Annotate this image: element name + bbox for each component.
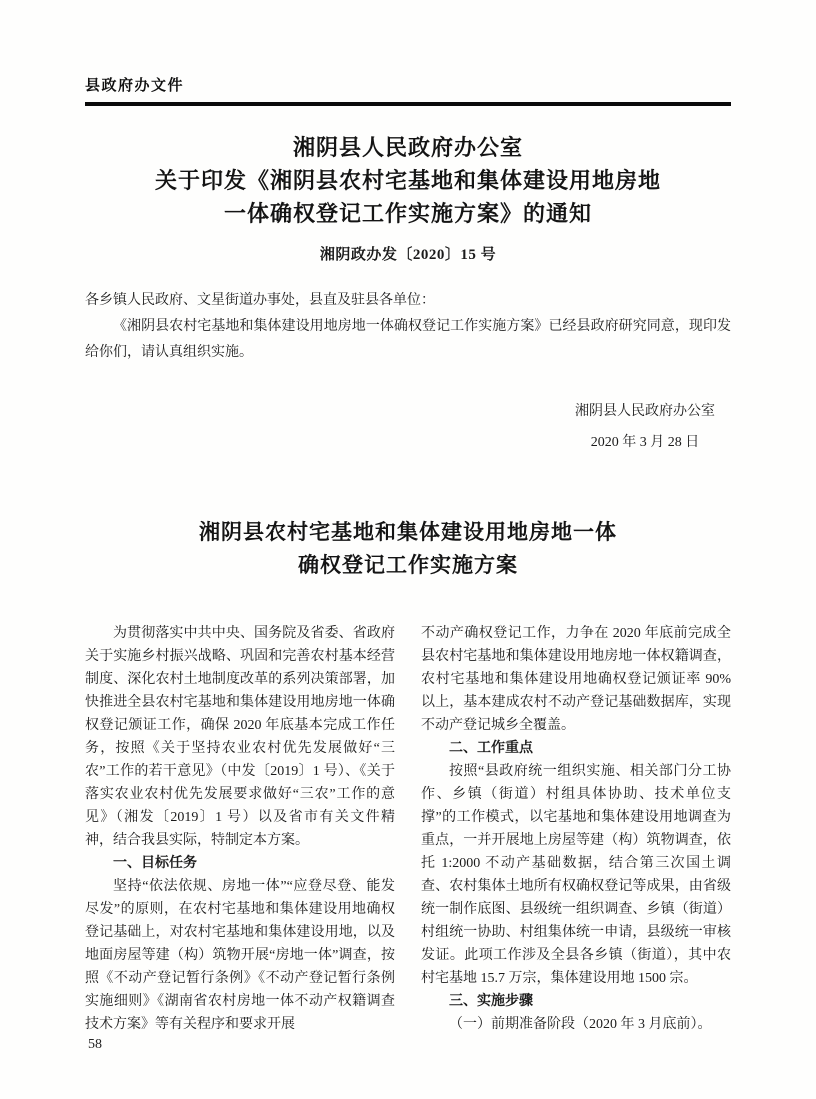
notice-title [85,131,731,230]
notice-body [85,288,731,366]
page-number: 58 [88,1037,102,1052]
paragraph-continuation: 不动产确权登记工作，力争在 2020 年底前完成全县农村宅基地和集体建设用地房地一体权籍调查，农村宅基地和集体建设用地确权登记颁证率 90% 以上，基本建成农村不动产登记基础数据库，实现不动产登记城乡全覆盖。 [421,626,731,733]
notice-salutation: 各乡镇人民政府、文星街道办事处，县直及驻县各单位： [85,293,435,308]
plan-right-column [421,622,731,1036]
signature-date: 2020 年 3 月 28 日 [590,435,700,450]
notice-title-line-2: 关于印发《湘阴县农村宅基地和集体建设用地房地 [154,168,661,193]
document-number: 湘阴政办发〔2020〕15 号 [319,247,497,263]
section-heading-1: 一、目标任务 [113,856,197,871]
plan-title-line-2: 确权登记工作实施方案 [298,553,518,577]
paragraph: 按照“县政府统一组织实施、相关部门分工协作、乡镇（街道）村组具体协助、技术单位支撑”的工作模式，以宅基地和集体建设用地调查为重点，一并开展地上房屋等建（构）筑物调查，依托 1:2000 不动产基础数据，结合第三次国土调查、农村集体土地所有权确权登记等成果，由省级统一制作底图、县级统一组织调查、乡镇（街道）村组统一协助、村组集体统一申请，县级统一审核发证。此项工作涉及全县各乡镇（街道），其中农村宅基地 15.7 万宗，集体建设用地 1500 宗。 [421,764,731,986]
plan-title-line-1: 湘阴县农村宅基地和集体建设用地房地一体 [199,520,617,544]
notice-title-line-3: 一体确权登记工作实施方案》的通知 [223,201,592,226]
plan-title [85,516,731,582]
paragraph: 为贯彻落实中共中央、国务院及省委、省政府关于实施乡村振兴战略、巩固和完善农村基本经营制度、深化农村土地制度改革的系列决策部署，加快推进全县农村宅基地和集体建设用地房地一体确权登记颁证工作，确保 2020 年底基本完成工作任务，按照《关于坚持农业农村优先发展做好“三农”工作的若干意见》（中发〔2019〕1 号）、《关于落实农业农村优先发展要求做好“三农”工作的意见》（湘发〔2019〕1 号）以及省市有关文件精神，结合我县实际，特制定本方案。 [85,626,395,848]
plan-left-column [85,622,395,1036]
signature-block [575,396,715,458]
paragraph: （一）前期准备阶段（2020 年 3 月底前）。 [449,1017,712,1032]
signature-office: 湘阴县人民政府办公室 [575,404,715,419]
section-heading-2: 二、工作重点 [449,741,533,756]
section-heading-3: 三、实施步骤 [449,994,533,1009]
notice-body-paragraph: 《湘阴县农村宅基地和集体建设用地房地一体确权登记工作实施方案》已经县政府研究同意，现印发给你们，请认真组织实施。 [85,319,731,360]
plan-body-columns [85,622,731,1036]
document-category-label: 县政府办文件 [85,78,185,94]
notice-title-line-1: 湘阴县人民政府办公室 [292,135,523,160]
paragraph: 坚持“依法依规、房地一体”“应登尽登、能发尽发”的原则，在农村宅基地和集体建设用地确权登记基础上，对农村宅基地和集体建设用地，以及地面房屋等建（构）筑物开展“房地一体”调查，按照《不动产登记暂行条例》《不动产登记暂行条例实施细则》《湖南省农村房地一体不动产权籍调查技术方案》等有关程序和要求开展 [85,879,395,1032]
header-rule [85,102,731,106]
